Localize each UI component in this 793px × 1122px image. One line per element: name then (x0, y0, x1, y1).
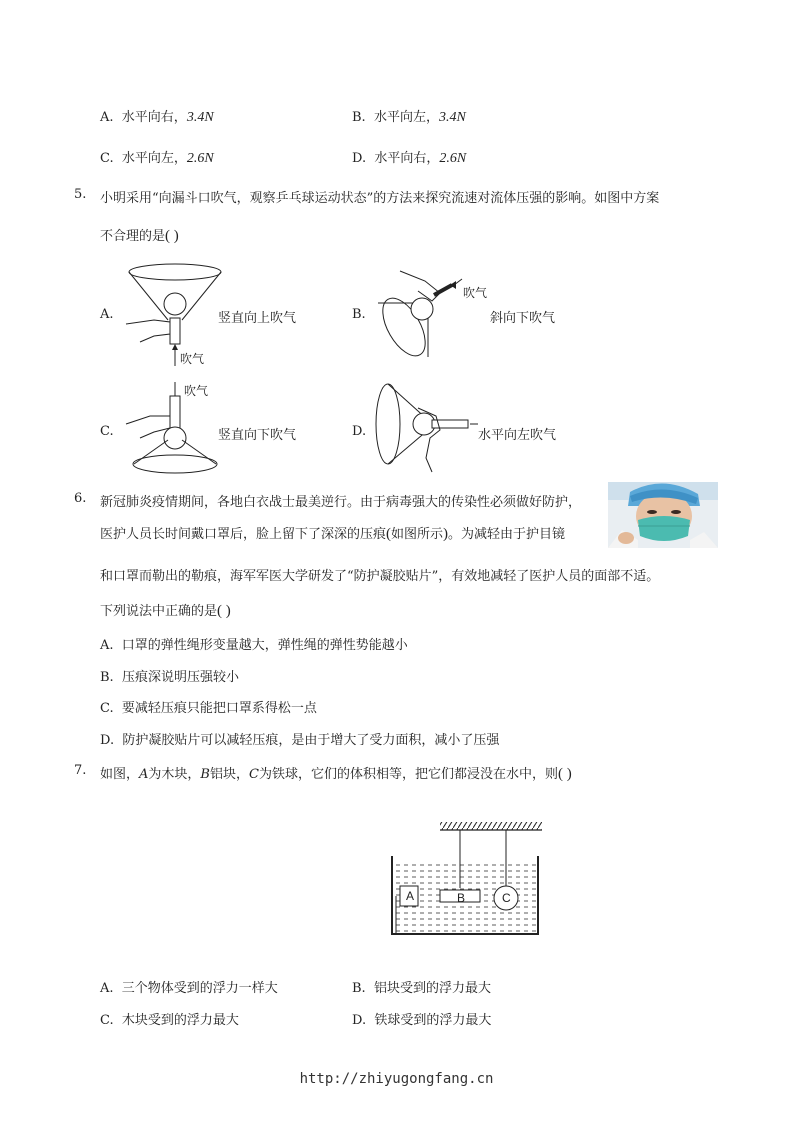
q7-option-c: C. 木块受到的浮力最大 (100, 1013, 239, 1028)
blow-label-b: 吹气 (463, 286, 488, 300)
q6-option-c: C. 要减轻压痕只能把口罩系得松一点 (100, 701, 317, 716)
q5-option-a-caption: 竖直向上吹气 (218, 311, 297, 326)
q5-stem-line1: 小明采用“向漏斗口吹气，观察乒乓球运动状态”的方法来探究流速对流体压强的影响。如图中方案 (100, 191, 660, 206)
q5-number: 5. (74, 187, 87, 202)
answer-paren: ( ) (557, 766, 572, 782)
q6-option-d: D. 防护凝胶贴片可以减轻压痕，是由于增大了受力面积，减小了压强 (100, 733, 500, 748)
funnel-figure-a (120, 262, 230, 367)
medical-worker-photo (608, 482, 718, 548)
q5-option-d-letter: D. (352, 424, 367, 439)
q6-option-a: A. 口罩的弹性绳形变量越大，弹性绳的弹性势能越小 (100, 638, 408, 653)
funnel-figure-c (120, 380, 230, 480)
footer-url[interactable]: http://zhiyugongfang.cn (299, 1071, 494, 1087)
blow-label-c: 吹气 (184, 384, 209, 398)
q5-stem-line2: 不合理的是( ) (100, 228, 179, 244)
q6-number: 6. (74, 491, 87, 506)
q6-stem-line2: 医护人员长时间戴口罩后，脸上留下了深深的压痕(如图所示)。为减轻由于护目镜 (100, 526, 566, 542)
q4-option-a: A. 水平向右，3.4N (100, 110, 214, 125)
label-c: C (502, 891, 511, 905)
q7-option-a: A. 三个物体受到的浮力一样大 (100, 981, 278, 996)
funnel-figure-b (370, 265, 470, 365)
water-tank-diagram (388, 820, 548, 940)
blow-label-a: 吹气 (180, 352, 205, 366)
q6-option-b: B. 压痕深说明压强较小 (100, 670, 239, 685)
q4-option-c: C. 水平向左，2.6N (100, 151, 214, 166)
q6-stem-line3: 和口罩而勒出的勒痕，海军军医大学研发了“防护凝胶贴片”，有效地减轻了医护人员的面部不适。 (100, 569, 660, 584)
q5-option-a-letter: A. (100, 307, 114, 322)
q4-option-d: D. 水平向右，2.6N (352, 151, 467, 166)
q7-number: 7. (74, 763, 87, 778)
q5-option-b-letter: B. (352, 307, 366, 322)
q6-stem-line1: 新冠肺炎疫情期间，各地白衣战士最美逆行。由于病毒强大的传染性必须做好防护， (100, 495, 582, 510)
q5-option-c-letter: C. (100, 424, 114, 439)
q7-stem: 如图，A为木块，B铝块，C为铁球，它们的体积相等，把它们都浸没在水中，则( ) (100, 766, 572, 782)
q5-option-d-caption: 水平向左吹气 (478, 428, 557, 443)
q4-option-b: B. 水平向左，3.4N (352, 110, 466, 125)
q6-stem-line4: 下列说法中正确的是( ) (100, 603, 231, 619)
label-b: B (457, 891, 466, 905)
q5-option-c-caption: 竖直向下吹气 (218, 428, 297, 443)
label-a: A (406, 889, 415, 903)
q7-option-d: D. 铁球受到的浮力最大 (352, 1013, 492, 1028)
funnel-figure-d (370, 380, 480, 475)
answer-paren: ( ) (165, 228, 179, 244)
q7-option-b: B. 铝块受到的浮力最大 (352, 981, 491, 996)
answer-paren: ( ) (217, 603, 231, 619)
q5-option-b-caption: 斜向下吹气 (490, 311, 556, 326)
